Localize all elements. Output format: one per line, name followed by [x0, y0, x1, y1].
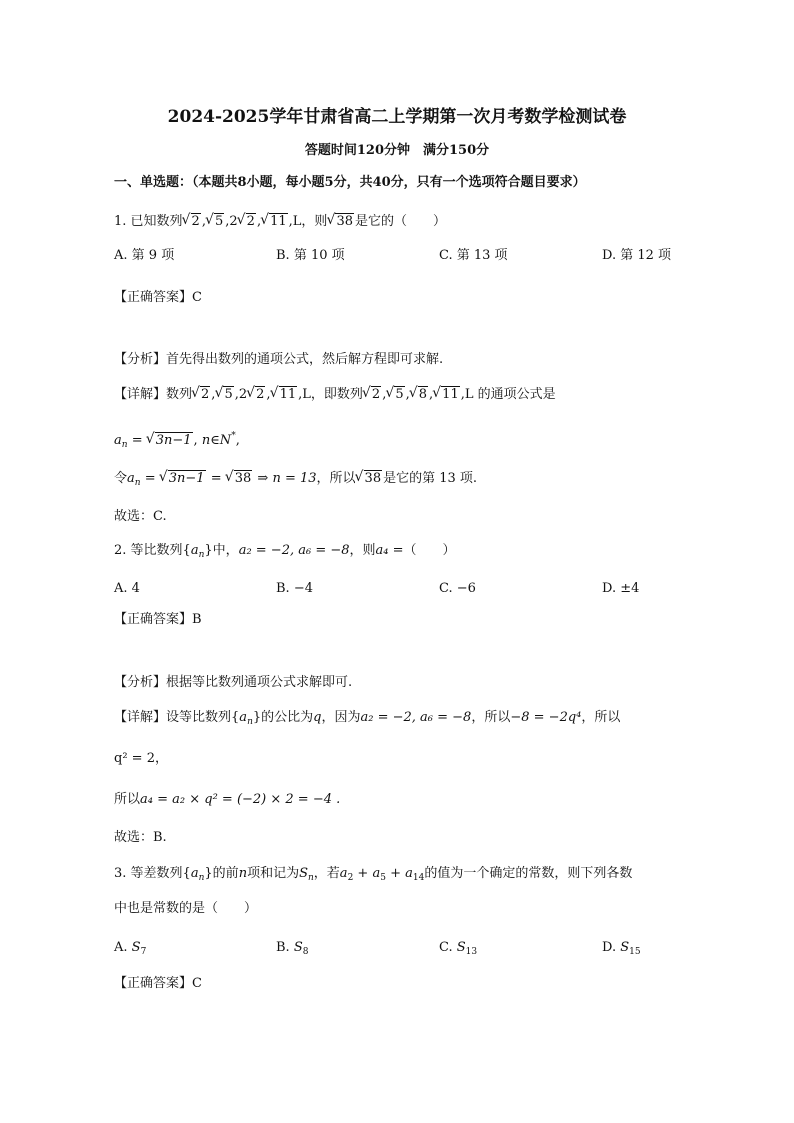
section-heading-single-choice: 一、单选题：（本题共8小题，每小题5分，共40分，只有一个选项符合题目要求）	[114, 175, 586, 190]
q1-detail-label: 【详解】数列	[114, 387, 193, 402]
q3-stem-mid3: ，若	[313, 866, 340, 881]
q3-answer: 【正确答案】C	[114, 976, 202, 991]
q1-d-root-2: 5	[224, 387, 233, 402]
q1-target-root: 38	[336, 214, 353, 229]
q3-option-d: D. $S_{15}$	[602, 940, 641, 957]
q3-option-c: C. $S_{13}$	[439, 940, 478, 957]
q1-seq-tail: L	[292, 214, 302, 229]
q3-option-b-sub: 8	[302, 947, 309, 957]
q3-stem-pre: 3. 等差数列	[114, 866, 183, 881]
q2-eq3: a₄ = a₂ × q² = (−2) × 2 = −4 .	[140, 792, 341, 807]
q1-answer: 【正确答案】C	[114, 290, 202, 305]
q2-stem-mid: 中，	[212, 543, 239, 558]
q3-option-d-sub: 15	[629, 947, 641, 957]
q2-detail-mid2: ，因为	[321, 710, 361, 725]
q3-option-b-letter: B.	[276, 940, 290, 955]
q1-d2-root-3: 8	[418, 387, 428, 402]
q1-root-2: 5	[214, 214, 224, 229]
page-title: 2024-2025学年甘肃省高二上学期第一次月考数学检测试卷	[167, 107, 627, 127]
q1-root-3: 2	[246, 214, 255, 229]
q1-let-line: 令$a_n$ = √ 3n−1 = √ 38 ⇒ n = 13，所以√ 38 是它的第 13 项.	[114, 471, 477, 491]
q1-formula-radicand: 3n−1	[155, 433, 192, 448]
q1-d2-root-4: 11	[442, 387, 459, 402]
q2-eq2: q² = 2，	[114, 751, 168, 766]
q1-root-1: 2	[191, 214, 200, 229]
q1-stem-mid: ，则	[301, 214, 328, 229]
q2-eq3-pre: 所以	[114, 792, 141, 807]
q1-let-pre: 令	[114, 471, 128, 486]
q2-choose: 故选：B.	[114, 830, 167, 845]
q2-detail-mid: 的公比为	[261, 710, 314, 725]
q1-coef: 2	[229, 214, 238, 229]
q1-stem-prefix: 1. 已知数列	[114, 214, 183, 229]
q1-detail-line1: 【详解】数列√ 2 ,√ 5 ,2√ 2 ,√ 11 ,L，即数列√ 2 ,√ 5 ,√ 8 ,√ 11 ,L 的通项公式是	[114, 387, 556, 403]
q3-stem-post: 的值为一个确定的常数，则下列各数	[424, 866, 633, 881]
q3-option-a-letter: A.	[114, 940, 128, 955]
q1-d-root-1: 2	[201, 387, 210, 402]
q1-choose: 故选：C.	[114, 509, 167, 524]
q1-d-coef: 2	[238, 387, 248, 402]
q2-option-b: B. −4	[276, 581, 313, 596]
q1-let-post-a: ，所以	[316, 471, 356, 486]
q1-analysis: 【分析】首先得出数列的通项公式，然后解方程即可求解.	[114, 352, 444, 367]
q2-eq1: −8 = −2q⁴	[510, 710, 582, 725]
q3-stem-mid2: 项和记为	[247, 866, 300, 881]
q1-d2-tail: L	[464, 387, 474, 402]
q3-option-b: B. $S_8$	[276, 940, 309, 957]
q1-let-post-b: 是它的第 13 项.	[383, 471, 478, 486]
q2-stem-post: ，则	[349, 543, 376, 558]
q1-d2-root-2: 5	[395, 387, 404, 402]
q2-detail-line1: 【详解】设等比数列$\{a_n\}$的公比为q，因为a₂ = −2, a₆ = −8，所以−8 = −2q⁴，所以	[114, 710, 621, 727]
q2-option-c: C. −6	[439, 581, 476, 596]
q2-ask: a₄ =	[375, 543, 404, 558]
q1-stem-suffix: 是它的（ ）	[354, 214, 446, 229]
q1-option-a: A. 第 9 项	[114, 248, 175, 263]
q2-answer: 【正确答案】B	[114, 612, 202, 627]
q2-stem-prefix: 2. 等比数列	[114, 543, 183, 558]
q1-d-tail: L	[302, 387, 311, 402]
q2-detail-end: ，所以	[581, 710, 621, 725]
q2-detail-post: ，所以	[471, 710, 511, 725]
q3-option-d-letter: D.	[602, 940, 617, 955]
q1-detail-post: 的通项公式是	[477, 387, 556, 402]
q1-let-root: 38	[234, 471, 252, 486]
q1-let-result: ⇒ n = 13	[257, 471, 317, 486]
q2-stem: 2. 等比数列$\{a_n\}$中，a₂ = −2, a₆ = −8，则a₄ =（ ）	[114, 543, 456, 560]
q1-d-root-4: 11	[279, 387, 297, 402]
q1-stem: 1. 已知数列√ 2 ,√ 5 ,2√ 2 ,√ 11 ,L，则√ 38 是它的（ ）	[114, 214, 446, 230]
q3-option-a-sub: 7	[140, 947, 147, 957]
q1-detail-mid: ，即数列	[310, 387, 363, 402]
q2-paren: （ ）	[403, 543, 456, 558]
q1-d-root-3: 2	[256, 387, 265, 402]
q1-root-4: 11	[270, 214, 287, 229]
q1-option-c: C. 第 13 项	[439, 248, 508, 263]
q3-option-c-sub: 13	[465, 947, 478, 957]
q1-option-d: D. 第 12 项	[602, 248, 672, 263]
q1-let-radicand: 3n−1	[168, 471, 205, 486]
q1-d2-root-1: 2	[371, 387, 381, 402]
q2-condition: a₂ = −2, a₆ = −8	[238, 543, 350, 558]
q2-detail-pre: 【详解】设等比数列	[114, 710, 232, 725]
q1-let-root-2: 38	[364, 471, 382, 486]
q3-stem-line1: 3. 等差数列$\{a_n\}$的前n项和记为$S_n$，若$a_2 + a_5 + a_{14}$的值为一个确定的常数，则下列各数	[114, 866, 633, 883]
q3-option-a: A. $S_7$	[114, 940, 147, 957]
q2-detail-cond: a₂ = −2, a₆ = −8	[360, 710, 472, 725]
q1-formula: $a_n$ = √ 3n−1 , n∈N*,	[114, 428, 240, 453]
q3-stem-mid: 的前	[212, 866, 239, 881]
q1-option-b: B. 第 10 项	[276, 248, 345, 263]
q3-option-c-letter: C.	[439, 940, 453, 955]
q2-option-a: A. 4	[114, 581, 140, 596]
q3-stem-line2: 中也是常数的是（ ）	[114, 901, 258, 916]
q2-analysis: 【分析】根据等比数列通项公式求解即可.	[114, 675, 353, 690]
q2-eq3-line	[114, 792, 340, 808]
exam-subtitle: 答题时间120分钟 满分150分	[304, 143, 490, 158]
q2-option-d: D. ±4	[602, 581, 640, 596]
q1-formula-domain: n∈N	[201, 433, 232, 448]
